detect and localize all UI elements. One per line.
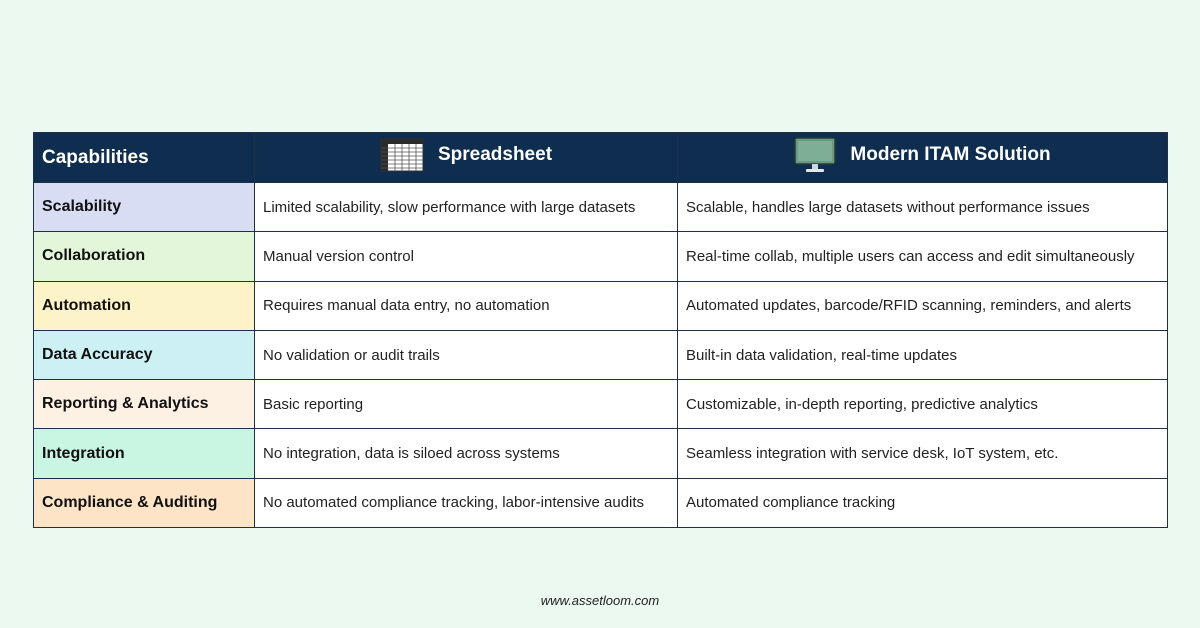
table-body (34, 183, 1168, 528)
table-row (34, 380, 1168, 429)
modern-cell: Scalable, handles large datasets without performance issues (678, 183, 1168, 232)
spreadsheet-grid-icon (380, 138, 424, 172)
comparison-table-wrapper (33, 132, 1167, 528)
capability-cell: Integration (34, 429, 255, 478)
table-row (34, 281, 1168, 330)
monitor-icon (794, 137, 836, 173)
footer-url: www.assetloom.com (540, 593, 660, 608)
capability-cell: Scalability (34, 183, 255, 232)
table-row (34, 232, 1168, 281)
modern-cell: Real-time collab, multiple users can access and edit simultaneously (678, 232, 1168, 281)
spreadsheet-cell: Limited scalability, slow performance with large datasets (255, 183, 678, 232)
spreadsheet-cell: Basic reporting (255, 380, 678, 429)
modern-cell: Automated compliance tracking (678, 478, 1168, 527)
table-row (34, 330, 1168, 379)
spreadsheet-cell: Requires manual data entry, no automation (255, 281, 678, 330)
table-header-row (34, 133, 1168, 183)
spreadsheet-cell: Manual version control (255, 232, 678, 281)
modern-cell: Built-in data validation, real-time updates (678, 330, 1168, 379)
table-row (34, 183, 1168, 232)
capability-cell: Collaboration (34, 232, 255, 281)
modern-cell: Automated updates, barcode/RFID scanning, reminders, and alerts (678, 281, 1168, 330)
comparison-table (33, 132, 1168, 528)
capability-cell: Compliance & Auditing (34, 478, 255, 527)
table-row (34, 478, 1168, 527)
header-spreadsheet-label: Spreadsheet (437, 143, 553, 165)
spreadsheet-cell: No validation or audit trails (255, 330, 678, 379)
header-modern-label: Modern ITAM Solution (850, 143, 1051, 165)
table-row (34, 429, 1168, 478)
capability-cell: Data Accuracy (34, 330, 255, 379)
capability-cell: Automation (34, 281, 255, 330)
modern-cell: Seamless integration with service desk, IoT system, etc. (678, 429, 1168, 478)
capability-cell: Reporting & Analytics (34, 380, 255, 429)
modern-cell: Customizable, in-depth reporting, predictive analytics (678, 380, 1168, 429)
spreadsheet-cell: No integration, data is siloed across systems (255, 429, 678, 478)
header-spreadsheet (255, 133, 678, 183)
spreadsheet-cell: No automated compliance tracking, labor-intensive audits (255, 478, 678, 527)
header-capabilities: Capabilities (34, 133, 255, 183)
header-modern (678, 133, 1168, 183)
